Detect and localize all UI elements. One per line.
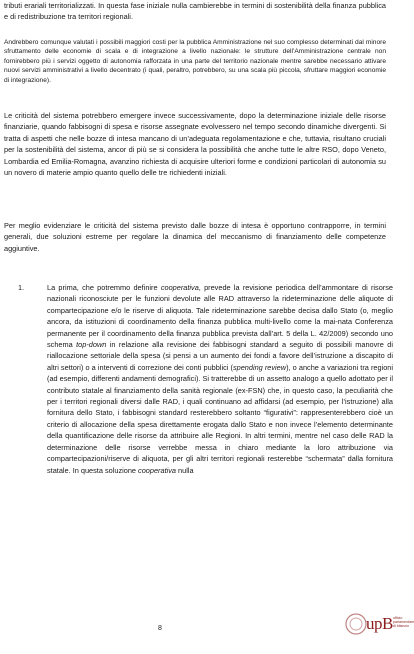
paragraph-two-solutions: Per meglio evidenziare le criticità del sistema previsto dalle bozze di intesa è opportuno contrapporre, in termini generali, due soluzioni estreme per regolare la dinamica del meccanismo di finanziamento delle competenze aggiuntive. [4, 221, 386, 253]
paragraph-intro: tributi erariali territorializzati. In questa fase iniziale nulla cambierebbe in termini di sostenibilità della finanza pubblica e di redistribuzione tra territori regionali. [4, 1, 386, 22]
upb-logo-icon [344, 612, 368, 636]
paragraph-criticities: Le criticità del sistema potrebbero emergere invece successivamente, dopo la determinazione iniziale delle risorse finanziarie, quando fabbisogni di spesa e risorse assegnate evolvessero nel tempo secondo dinamiche divergenti. Si tratta di aspetti che nelle bozze di intesa mancano di un’adeguata regolamentazione e che, tuttavia, risultano cruciali per la sostenibilità del sistema, ancor di più se si considera la possibilità che anche tutte le altre RSO, dopo Veneto, Lombardia ed Emilia-Romagna, avanzino richiesta di acquisire ulteriori forme e condizioni particolari di autonomia su un novero di materie ampio quanto quello delle tre richiedenti iniziali. [4, 111, 386, 178]
logo-subtitle: ufficio parlamentare di bilancio [393, 616, 414, 629]
list-number: 1. [18, 283, 25, 292]
logo-text: upB [366, 614, 393, 633]
boxed-note: Andrebbero comunque valutati i possibili maggiori costi per la pubblica Amministrazione nel suo complesso determinati dal minore sfruttamento delle economie di scala e di integrazione a livello nazionale: le strutture dell’Amministrazione centrale non fornirebbero più i servizi oggetto di autonomia rafforzata in una parte del territorio nazionale mentre sarebbe necessario attivare nuovi servizi amministrativi a livello decentrato (i quali, peraltro, potrebbero, su una scala più piccola, sfruttare maggiori economie di integrazione). [4, 39, 386, 84]
upb-logo [344, 610, 414, 644]
list-item: La prima, che potremmo definire cooperativa, prevede la revisione periodica dell’ammontare di risorse nazionali riconosciute per le funzioni devolute alle RAD attraverso la rideterminazione delle aliquote di compartecipazione e/o le riserve di aliquota. Tale rideterminazione sarebbe decisa dallo Stato (o, meglio ancora, da istituzioni di coordinamento della finanza pubblica multi-livello come la mai-nata Conferenza permanente per il coordinamento della finanza pubblica prevista dall’art. 5 della L. 42/2009) secondo uno schema top-down in relazione alla revisione dei fabbisogni standard a seguito di possibili manovre di riallocazione settoriale della spesa (si pensi a un aumento dei fondi a favore dell’istruzione a discapito di altri settori) o a interventi di correzione dei conti pubblici (spending review), o anche a variazioni tra regioni (ad esempio, differenti andamenti demografici). Si tratterebbe di un assetto analogo a quello adottato per il contributo statale al finanziamento della sanità regionale (ex-FSN) che, in questo caso, la peculiarità che per i territori regionali diversi dalle RAD, i quali continuano ad affidarsi (ad esempio, per l’istruzione) alla fornitura dello Stato, i fabbisogni standard resterebbero soltanto “figurativi”: rappresenterebbero cioè un criterio di allocazione della spesa direttamente erogata dallo Stato e non invece l’elemento determinante della quantificazione delle risorse da attribuire alle Regioni. In altri termini, mentre nel caso delle RAD la determinazione delle risorse verrebbe messa in chiaro mediante la loro attribuzione via compartecipazioni/riserve di aliquota, per gli altri territori regionali resterebbe “schermata” dalla fornitura statale. In questa soluzione cooperativa nulla [47, 283, 393, 475]
page-number: 8 [158, 625, 162, 632]
